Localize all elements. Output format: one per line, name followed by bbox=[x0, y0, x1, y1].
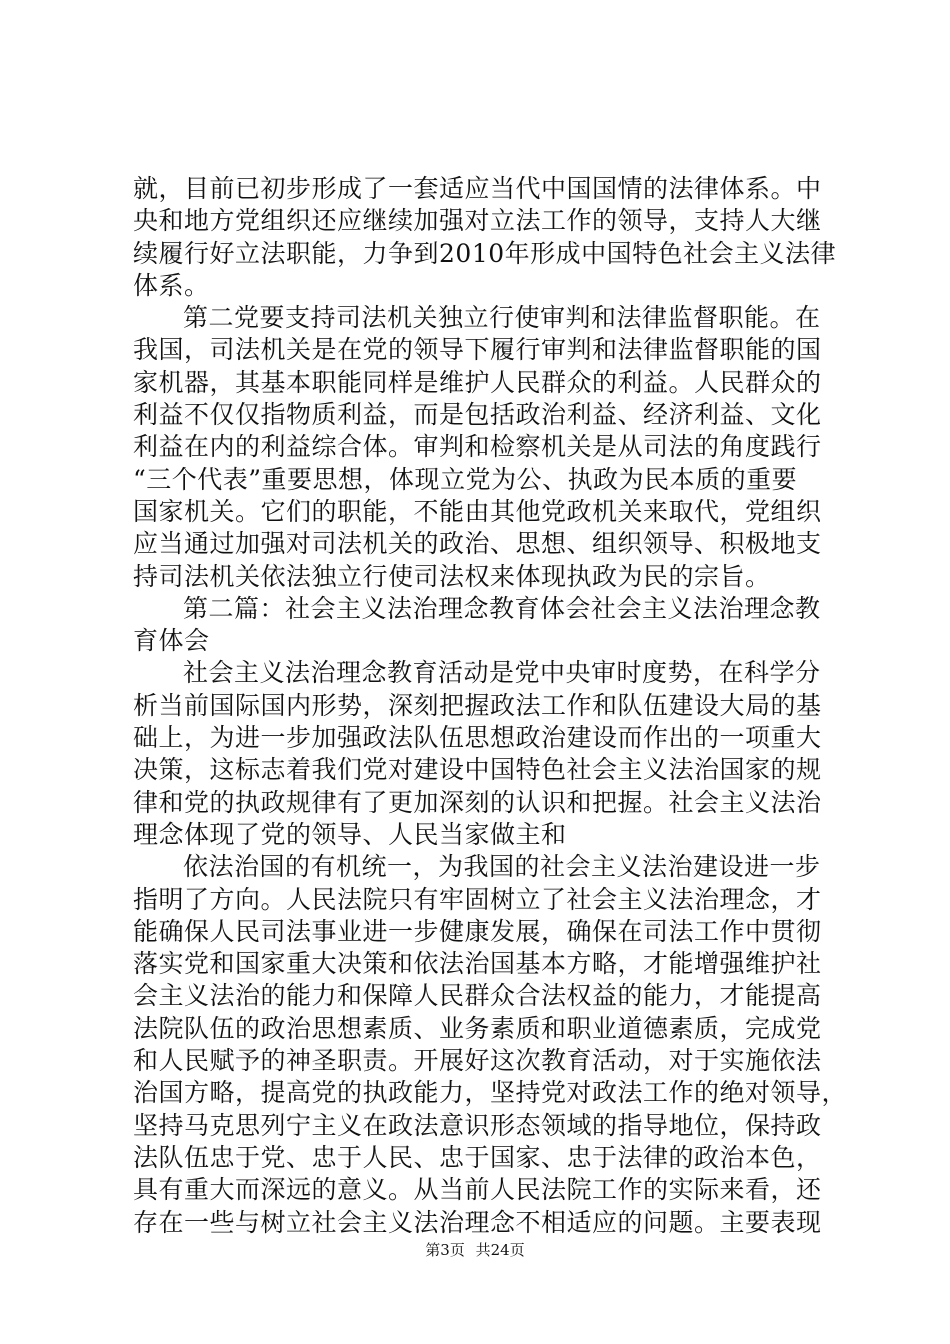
text-line: 落实党和国家重大决策和依法治国基本方略，才能增强维护社 bbox=[133, 949, 822, 979]
text-line: 应当通过加强对司法机关的政治、思想、组织领导、积极地支 bbox=[133, 529, 822, 559]
text-line: 理念体现了党的领导、人民当家做主和 bbox=[133, 819, 567, 849]
text-line: 第二党要支持司法机关独立行使审判和法律监督职能。在 bbox=[183, 303, 821, 333]
text-line: 就，目前已初步形成了一套适应当代中国国情的法律体系。中 bbox=[133, 174, 822, 203]
text-line: 律和党的执政规律有了更加深刻的认识和把握。社会主义法治 bbox=[133, 787, 822, 817]
text-line: 育体会 bbox=[133, 626, 210, 656]
text-line: 治国方略，提高党的执政能力，坚持党对政法工作的绝对领导， bbox=[133, 1078, 848, 1108]
text-line: 利益不仅仅指物质利益，而是包括政治利益、经济利益、文化 bbox=[133, 400, 822, 430]
text-line: 我国，司法机关是在党的领导下履行审判和法律监督职能的国 bbox=[133, 335, 822, 365]
text-line: 具有重大而深远的意义。从当前人民法院工作的实际来看，还 bbox=[133, 1175, 822, 1205]
document-body bbox=[133, 173, 848, 1239]
text-line: 析当前国际国内形势，深刻把握政法工作和队伍建设大局的基 bbox=[133, 690, 822, 720]
text-line: 利益在内的利益综合体。审判和检察机关是从司法的角度践行 bbox=[133, 432, 822, 462]
page-footer bbox=[0, 1240, 950, 1260]
text-line: 央和地方党组织还应继续加强对立法工作的领导，支持人大继 bbox=[133, 206, 822, 236]
text-line: 会主义法治的能力和保障人民群众合法权益的能力，才能提高 bbox=[133, 981, 822, 1011]
text-line: 础上，为进一步加强政法队伍思想政治建设而作出的一项重大 bbox=[133, 723, 822, 753]
text-line: 续履行好立法职能，力争到2010年形成中国特色社会主义法律 bbox=[133, 238, 837, 268]
text-line: 依法治国的有机统一，为我国的社会主义法治建设进一步 bbox=[183, 852, 821, 882]
text-line: 和人民赋予的神圣职责。开展好这次教育活动，对于实施依法 bbox=[133, 1046, 822, 1076]
text-line: 社会主义法治理念教育活动是党中央审时度势，在科学分 bbox=[183, 658, 821, 688]
text-line: 第二篇：社会主义法治理念教育体会社会主义法治理念教 bbox=[183, 593, 821, 623]
text-line: 坚持马克思列宁主义在政法意识形态领域的指导地位，保持政 bbox=[133, 1110, 822, 1140]
text-line: “三个代表”重要思想，体现立党为公、执政为民本质的重要 bbox=[133, 464, 798, 494]
text-line: 家机器，其基本职能同样是维护人民群众的利益。人民群众的 bbox=[133, 367, 822, 397]
page-total: 共24页 bbox=[475, 1241, 525, 1259]
text-line: 能确保人民司法事业进一步健康发展，确保在司法工作中贯彻 bbox=[133, 916, 822, 946]
text-line: 体系。 bbox=[133, 270, 210, 300]
text-line: 法院队伍的政治思想素质、业务素质和职业道德素质，完成党 bbox=[133, 1013, 822, 1043]
text-line: 指明了方向。人民法院只有牢固树立了社会主义法治理念，才 bbox=[133, 884, 822, 914]
text-line: 存在一些与树立社会主义法治理念不相适应的问题。主要表现 bbox=[133, 1207, 822, 1237]
page-number: 第3页 bbox=[425, 1241, 465, 1259]
text-line: 法队伍忠于党、忠于人民、忠于国家、忠于法律的政治本色， bbox=[133, 1142, 822, 1172]
text-line: 决策，这标志着我们党对建设中国特色社会主义法治国家的规 bbox=[133, 755, 822, 785]
text-line: 持司法机关依法独立行使司法权来体现执政为民的宗旨。 bbox=[133, 561, 771, 591]
text-line: 国家机关。它们的职能，不能由其他党政机关来取代，党组织 bbox=[133, 496, 822, 526]
